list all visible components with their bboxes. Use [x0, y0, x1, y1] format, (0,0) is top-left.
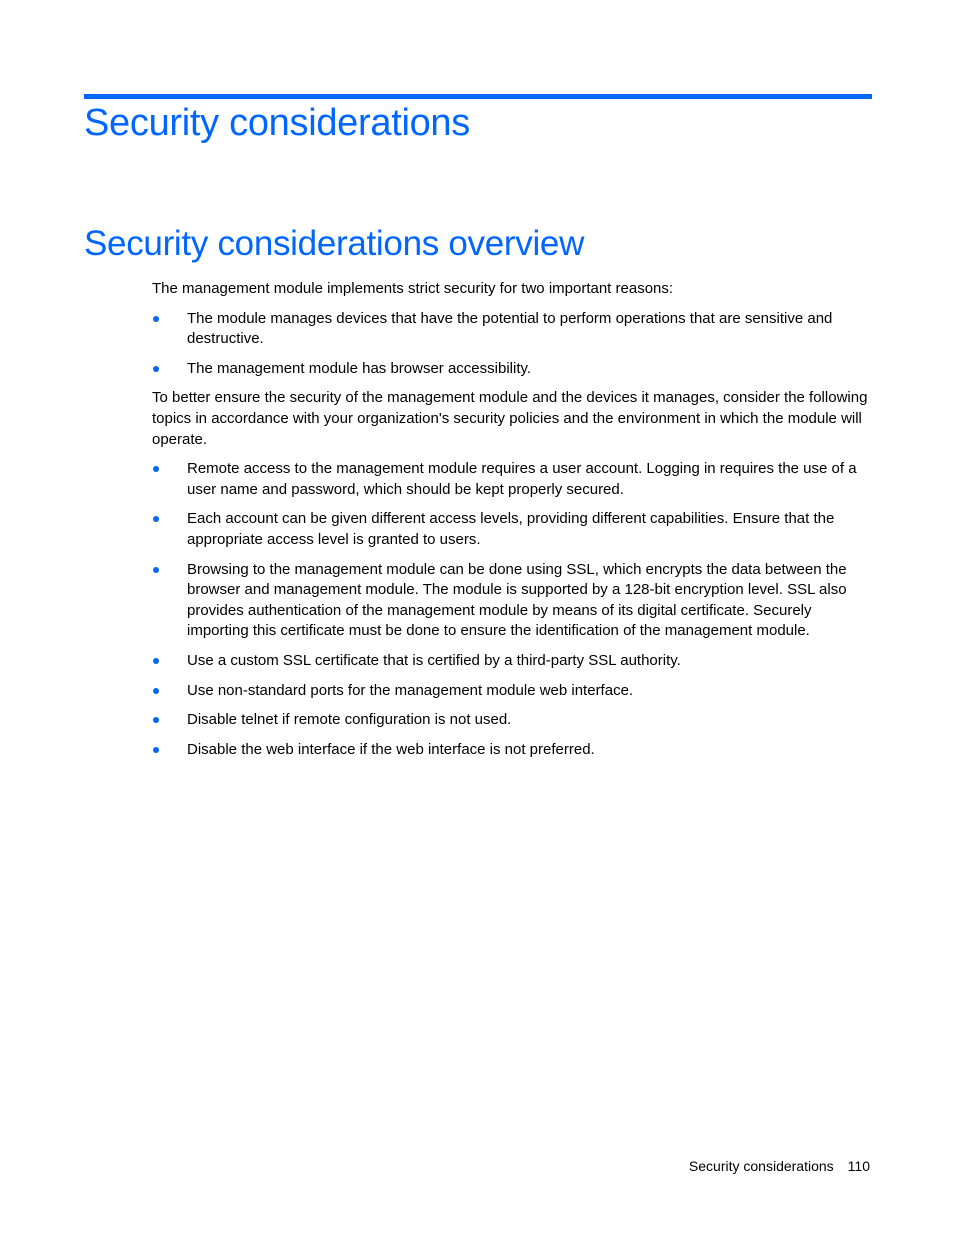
bullet-icon — [153, 747, 159, 753]
topics-list — [152, 459, 872, 760]
reasons-list — [152, 309, 872, 380]
list-item — [152, 509, 872, 550]
list-item — [152, 740, 872, 761]
chapter-rule — [84, 94, 872, 99]
list-item-text: Each account can be given different access levels, providing different capabilities. Ensure that the appropriate access level is granted to users. — [187, 510, 835, 548]
list-item — [152, 459, 872, 500]
list-item-text: Disable telnet if remote configuration is not used. — [187, 711, 512, 729]
list-item-text: Use a custom SSL certificate that is certified by a third-party SSL authority. — [187, 651, 681, 669]
list-item-text: Remote access to the management module requires a user account. Logging in requires the use of a user name and password, which should be kept properly secured. — [187, 460, 857, 498]
bullet-icon — [153, 516, 159, 522]
bullet-icon — [153, 658, 159, 664]
list-item-text: Use non-standard ports for the management module web interface. — [187, 681, 634, 699]
section-title: Security considerations overview — [84, 224, 585, 263]
list-item — [152, 560, 872, 642]
list-item — [152, 359, 872, 380]
page-number: 110 — [847, 1158, 870, 1174]
bullet-icon — [153, 688, 159, 694]
bullet-icon — [153, 717, 159, 723]
intro-paragraph: The management module implements strict security for two important reasons: — [152, 280, 674, 297]
list-item — [152, 710, 872, 731]
list-item-text: The module manages devices that have the potential to perform operations that are sensitive and destructive. — [187, 309, 833, 348]
list-item-text: Browsing to the management module can be done using SSL, which encrypts the data between the browser and management module. The module is supported by a 128-bit encryption level. SSL also provides authentication of the management module by means of its digital certificate. Securely importing this certificate must be done to ensure the identification of the management module. — [187, 560, 847, 640]
list-item — [152, 681, 872, 702]
body-content — [152, 279, 872, 769]
bullet-icon — [153, 567, 159, 573]
topics-paragraph: To better ensure the security of the management module and the devices it manages, consider the following topics in accordance with your organization's security policies and the environment in which the module will operate. — [152, 389, 868, 448]
bullet-icon — [153, 316, 159, 322]
page-footer — [689, 1158, 870, 1174]
list-item-text: Disable the web interface if the web interface is not preferred. — [187, 740, 595, 758]
list-item — [152, 309, 872, 350]
list-item-text: The management module has browser accessibility. — [187, 359, 532, 377]
chapter-title: Security considerations — [84, 102, 470, 144]
list-item — [152, 651, 872, 672]
footer-section-title: Security considerations — [688, 1158, 834, 1174]
bullet-icon — [153, 366, 159, 372]
bullet-icon — [153, 466, 159, 472]
